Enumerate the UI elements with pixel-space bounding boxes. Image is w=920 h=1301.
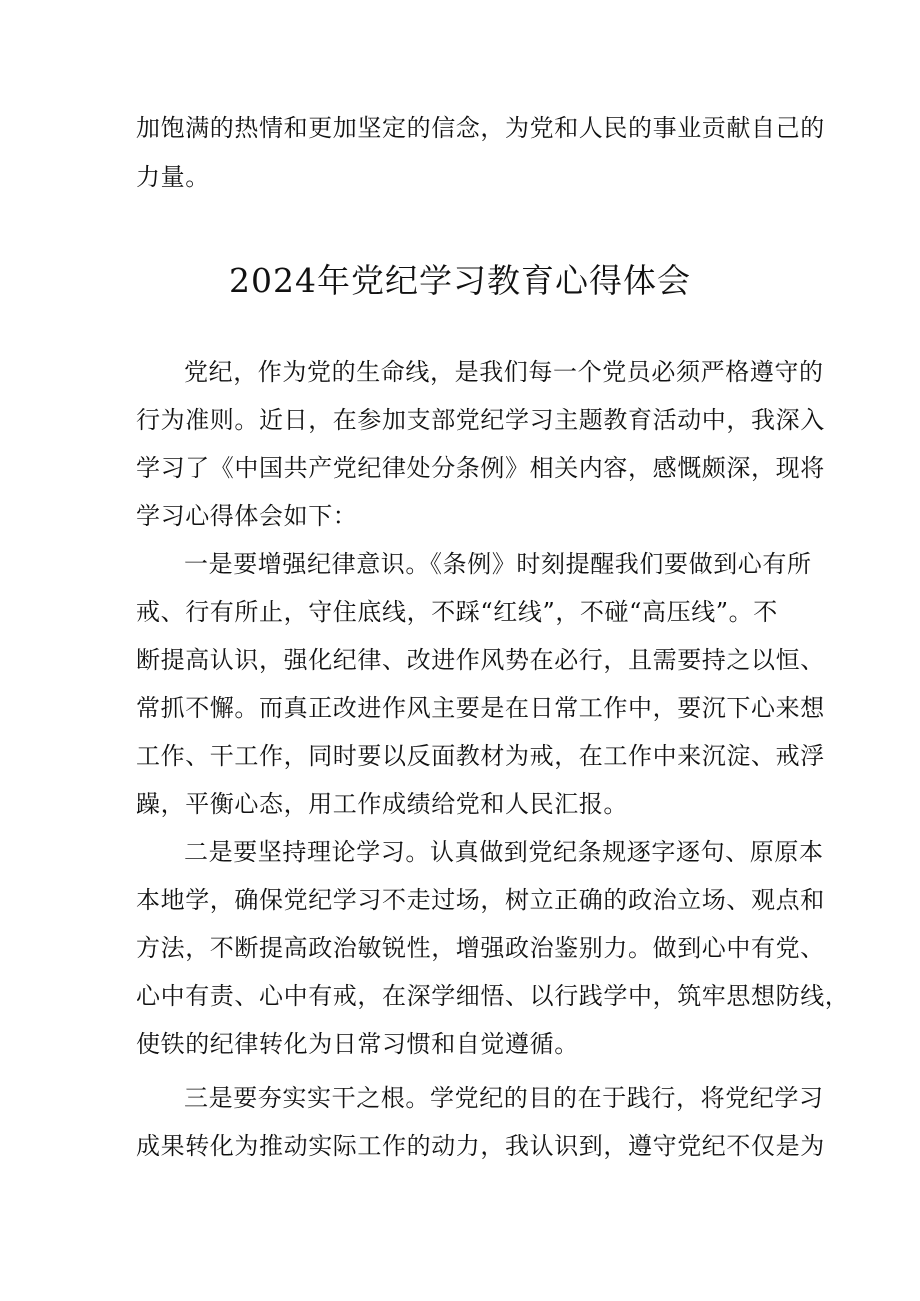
paragraph-first-line: 二是要坚持理论学习。认真做到党纪条规逐字逐句、原原本: [184, 838, 824, 866]
paragraph-first-line: 一是要增强纪律意识。《条例》时刻提醒我们要做到心有所: [184, 550, 812, 578]
text-line: 工作、干工作，同时要以反面教材为戒，在工作中来沉淀、戒浮: [136, 742, 825, 770]
text-line: 躁，平衡心态，用工作成绩给党和人民汇报。: [136, 790, 628, 818]
text-line: 常抓不懈。而真正改进作风主要是在日常工作中，要沉下心来想: [136, 694, 825, 722]
text-line: 学习心得体会如下：: [136, 502, 358, 530]
text-line: 行为准则。近日，在参加支部党纪学习主题教育活动中，我深入: [136, 406, 825, 434]
text-line: 成果转化为推动实际工作的动力，我认识到，遵守党纪不仅是为: [136, 1132, 825, 1160]
paragraph-first-line: 党纪，作为党的生命线，是我们每一个党员必须严格遵守的: [184, 358, 824, 386]
text-line: 断提高认识，强化纪律、改进作风势在必行，且需要持之以恒、: [136, 646, 825, 674]
paragraph-first-line: 三是要夯实实干之根。学党纪的目的在于践行，将党纪学习: [184, 1084, 824, 1112]
text-line: 戒、行有所止，守住底线，不踩“红线”，不碰“高压线”。不: [136, 598, 778, 626]
document-title: 2024年党纪学习教育心得体会: [229, 261, 691, 300]
text-line: 加饱满的热情和更加坚定的信念，为党和人民的事业贡献自己的: [136, 114, 825, 142]
text-line: 心中有责、心中有戒，在深学细悟、以行践学中，筑牢思想防线，: [136, 982, 850, 1010]
text-line: 学习了《中国共产党纪律处分条例》相关内容，感慨颇深，现将: [136, 454, 825, 482]
text-line: 使铁的纪律转化为日常习惯和自觉遵循。: [136, 1030, 579, 1058]
text-line: 方法，不断提高政治敏锐性，增强政治鉴别力。做到心中有党、: [136, 934, 825, 962]
text-line: 力量。: [136, 163, 210, 191]
text-line: 本地学，确保党纪学习不走过场，树立正确的政治立场、观点和: [136, 886, 825, 914]
